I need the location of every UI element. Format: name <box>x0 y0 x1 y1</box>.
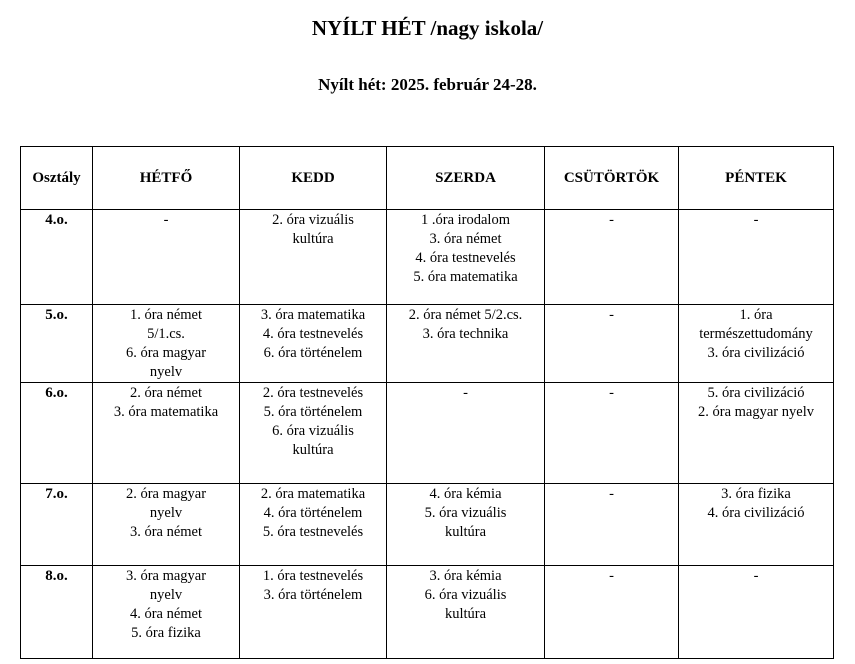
lesson-line: 2. óra testnevelés <box>262 385 364 401</box>
header-tuesday: KEDD <box>240 147 387 210</box>
header-friday: PÉNTEK <box>679 147 834 210</box>
lesson-line: - <box>609 212 614 228</box>
cell-friday <box>679 210 834 305</box>
class-label: 7.o. <box>21 484 93 566</box>
lesson-line: 4. óra civilizáció <box>707 505 805 521</box>
page-subtitle: Nyílt hét: 2025. február 24-28. <box>318 75 537 94</box>
table-row <box>21 210 834 305</box>
table-row <box>21 305 834 383</box>
cell-monday <box>93 383 240 484</box>
class-label: 6.o. <box>21 383 93 484</box>
lesson-line: 5/1.cs. <box>147 326 185 342</box>
cell-thursday <box>545 484 679 566</box>
class-label: 5.o. <box>21 305 93 383</box>
cell-wednesday <box>387 210 545 305</box>
cell-wednesday <box>387 305 545 383</box>
lesson-line: 6. óra vizuális <box>272 423 354 439</box>
header-wednesday: SZERDA <box>387 147 545 210</box>
lesson-line: - <box>163 212 169 228</box>
lesson-line: nyelv <box>149 505 183 521</box>
lesson-line: 1 .óra irodalom <box>421 212 510 228</box>
lesson-line: 4. óra német <box>129 606 203 622</box>
lesson-line: 5. óra vizuális <box>424 505 507 521</box>
lesson-line: 2. óra német 5/2.cs. <box>408 307 523 323</box>
cell-wednesday <box>387 383 545 484</box>
table-row <box>21 566 834 659</box>
lesson-line: kultúra <box>444 606 487 622</box>
cell-wednesday <box>387 484 545 566</box>
header-row <box>21 147 834 210</box>
lesson-line: 3. óra matematika <box>260 307 366 323</box>
lesson-line: - <box>609 307 614 323</box>
lesson-line: 5. óra civilizáció <box>707 385 805 401</box>
lesson-line: 5. óra történelem <box>263 404 363 420</box>
lesson-line: 3. óra magyar <box>125 568 207 584</box>
cell-thursday <box>545 383 679 484</box>
lesson-line: 4. óra testnevelés <box>262 326 364 342</box>
cell-tuesday <box>240 484 387 566</box>
header-class: Osztály <box>21 147 93 210</box>
cell-monday <box>93 484 240 566</box>
cell-friday <box>679 383 834 484</box>
lesson-line: 3. óra fizika <box>721 486 791 502</box>
lesson-line: 2. óra vizuális <box>272 212 354 228</box>
cell-thursday <box>545 566 679 659</box>
cell-friday <box>679 566 834 659</box>
class-label: 8.o. <box>21 566 93 659</box>
lesson-line: - <box>609 385 614 401</box>
class-label: 4.o. <box>21 210 93 305</box>
lesson-line: 1. óra német <box>129 307 203 323</box>
lesson-line: 3. óra történelem <box>263 587 363 603</box>
table-row <box>21 484 834 566</box>
lesson-line: kultúra <box>292 442 334 458</box>
page-title: NYÍLT HÉT /nagy iskola/ <box>311 16 544 40</box>
schedule-table <box>20 146 834 659</box>
lesson-line: 4. óra történelem <box>263 505 363 521</box>
lesson-line: 3. óra matematika <box>113 404 219 420</box>
lesson-line: - <box>753 212 759 228</box>
lesson-line: 2. óra magyar nyelv <box>698 404 814 420</box>
lesson-line: kultúra <box>444 524 487 540</box>
lesson-line: 4. óra kémia <box>429 486 502 502</box>
lesson-line: 6. óra vizuális <box>424 587 507 603</box>
lesson-line: 2. óra matematika <box>260 486 366 502</box>
lesson-line: 3. óra német <box>129 524 203 540</box>
lesson-line: 6. óra magyar <box>125 345 207 361</box>
cell-friday <box>679 305 834 383</box>
lesson-line: 2. óra német <box>129 385 203 401</box>
lesson-line: - <box>463 385 468 401</box>
lesson-line: 5. óra matematika <box>413 269 518 285</box>
lesson-line: 6. óra történelem <box>263 345 363 361</box>
cell-tuesday <box>240 383 387 484</box>
lesson-line: kultúra <box>292 231 334 247</box>
cell-monday <box>93 305 240 383</box>
header-monday: HÉTFŐ <box>93 147 240 210</box>
lesson-line: 3. óra kémia <box>429 568 502 584</box>
cell-thursday <box>545 210 679 305</box>
cell-tuesday <box>240 305 387 383</box>
lesson-line: 4. óra testnevelés <box>415 250 516 266</box>
lesson-line: nyelv <box>149 587 183 603</box>
lesson-line: 3. óra technika <box>422 326 509 342</box>
lesson-line: - <box>753 568 759 584</box>
cell-monday <box>93 210 240 305</box>
lesson-line: 3. óra német <box>429 231 502 247</box>
lesson-line: 1. óra testnevelés <box>262 568 364 584</box>
cell-tuesday <box>240 210 387 305</box>
lesson-line: - <box>609 486 614 502</box>
lesson-line: - <box>609 568 614 584</box>
lesson-line: 2. óra magyar <box>125 486 207 502</box>
lesson-line: 5. óra fizika <box>131 625 201 641</box>
table-row <box>21 383 834 484</box>
lesson-line: 3. óra civilizáció <box>707 345 805 361</box>
cell-friday <box>679 484 834 566</box>
lesson-line: természettudomány <box>699 326 813 342</box>
cell-thursday <box>545 305 679 383</box>
cell-tuesday <box>240 566 387 659</box>
cell-wednesday <box>387 566 545 659</box>
lesson-line: 5. óra testnevelés <box>262 524 364 540</box>
lesson-line: 1. óra <box>739 307 773 323</box>
cell-monday <box>93 566 240 659</box>
lesson-line: nyelv <box>149 364 183 380</box>
header-thursday: CSÜTÖRTÖK <box>545 147 679 210</box>
